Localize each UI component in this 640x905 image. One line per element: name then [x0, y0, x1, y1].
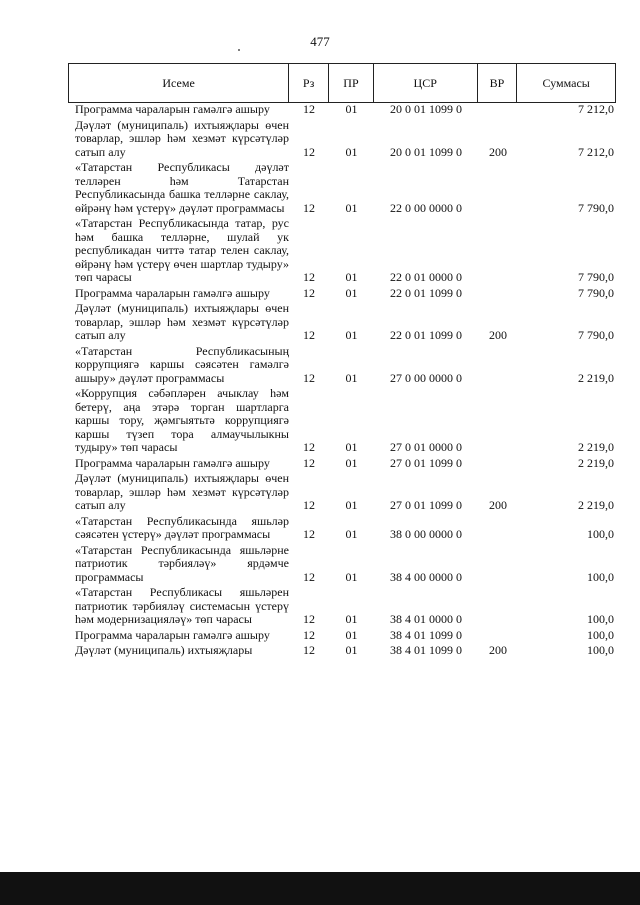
table-row	[68, 161, 616, 215]
header-name: Исеме	[69, 64, 289, 102]
cell-name: «Татарстан Республикасында яшьләрне патриотик тәрбияләү» ярдәмче программасы	[75, 542, 289, 584]
cell-sum: 7 790,0	[578, 270, 614, 284]
cell-name: «Татарстан Республикасы яшьләрен патриотик тәрбияләү системасын үстерү һәм модернизацияләү» төп чарасы	[75, 585, 289, 626]
page-number: 477	[310, 34, 330, 49]
cell-rz: 12	[303, 498, 315, 512]
cell-vr	[478, 629, 518, 643]
table-body	[68, 103, 616, 660]
cell-pr: 01	[345, 498, 358, 512]
cell-pr: 01	[345, 643, 358, 657]
cell-rz: 12	[303, 455, 315, 470]
scan-bottom-edge	[0, 872, 640, 905]
table-row	[68, 103, 616, 117]
cell-sum: 7 212,0	[578, 144, 614, 159]
cell-sum: 100,0	[587, 527, 614, 541]
cell-sum: 2 219,0	[578, 440, 614, 454]
table-row	[68, 586, 616, 627]
cell-sum: 7 790,0	[578, 328, 614, 342]
table-row	[68, 287, 616, 301]
cell-sum: 7 790,0	[578, 200, 614, 215]
cell-rz: 12	[303, 527, 315, 541]
cell-csr: 38 4 01 1099 0	[390, 627, 462, 642]
cell-pr: 01	[345, 370, 358, 385]
cell-csr: 22 0 01 1099 0	[390, 285, 462, 300]
cell-name: Программа чараларын гамәлгә ашыру	[75, 455, 270, 470]
cell-rz: 12	[303, 643, 315, 657]
cell-name: Программа чараларын гамәлгә ашыру	[75, 627, 270, 642]
cell-pr: 01	[345, 612, 358, 626]
cell-name: Дәүләт (муниципаль) ихтыяҗлары	[75, 643, 253, 657]
cell-rz: 12	[303, 370, 315, 385]
cell-csr: 27 0 01 0000 0	[390, 440, 462, 454]
cell-name: Дәүләт (муниципаль) ихтыяҗлары өчен товарлар, эшләр һәм хезмәт күрсәтүләр сатып алу	[75, 471, 289, 512]
cell-csr: 22 0 01 0000 0	[390, 270, 462, 284]
cell-pr: 01	[345, 102, 358, 116]
table-row	[68, 472, 616, 513]
cell-pr: 01	[345, 328, 358, 342]
cell-rz: 12	[303, 270, 315, 284]
cell-pr: 01	[345, 455, 358, 470]
cell-vr: 200	[489, 144, 507, 159]
cell-name: Программа чараларын гамәлгә ашыру	[75, 285, 270, 300]
cell-sum: 7 790,0	[578, 285, 614, 300]
cell-rz: 12	[303, 200, 315, 215]
table-row	[68, 302, 616, 343]
cell-vr	[478, 387, 518, 455]
table-row	[68, 644, 616, 658]
cell-pr: 01	[345, 440, 358, 454]
cell-rz: 12	[303, 102, 315, 116]
scan-speck	[238, 49, 240, 51]
cell-csr: 38 0 00 0000 0	[390, 527, 462, 541]
cell-rz: 12	[303, 328, 315, 342]
cell-sum: 2 219,0	[578, 370, 614, 385]
cell-vr	[478, 544, 518, 585]
header-sum: Суммасы	[542, 75, 590, 90]
table-row	[68, 119, 616, 160]
cell-vr	[478, 103, 518, 117]
cell-pr: 01	[345, 144, 358, 159]
cell-vr: 200	[489, 643, 507, 657]
cell-rz: 12	[303, 627, 315, 642]
cell-vr	[478, 345, 518, 386]
cell-sum: 2 219,0	[578, 455, 614, 470]
cell-sum: 100,0	[587, 612, 614, 626]
cell-csr: 20 0 01 1099 0	[390, 102, 462, 116]
cell-vr	[478, 457, 518, 471]
cell-pr: 01	[345, 285, 358, 300]
cell-csr: 38 4 01 0000 0	[390, 612, 462, 626]
cell-csr: 27 0 01 1099 0	[390, 455, 462, 470]
cell-vr	[478, 217, 518, 285]
cell-vr: 200	[489, 328, 507, 342]
cell-pr: 01	[345, 569, 358, 584]
table-row	[68, 515, 616, 542]
cell-csr: 38 4 00 0000 0	[390, 569, 462, 584]
cell-name: Программа чараларын гамәлгә ашыру	[75, 102, 270, 116]
cell-name: «Татарстан Республикасында яшьләр сәясәтен үстерү» дәүләт программасы	[75, 513, 289, 541]
header-csr: ЦСР	[374, 64, 478, 102]
table-header	[68, 63, 616, 103]
cell-pr: 01	[345, 627, 358, 642]
cell-sum: 100,0	[587, 569, 614, 584]
cell-sum: 2 219,0	[578, 498, 614, 512]
cell-pr: 01	[345, 527, 358, 541]
header-vr: ВР	[478, 64, 518, 102]
cell-csr: 27 0 01 1099 0	[390, 498, 462, 512]
table-row	[68, 387, 616, 455]
cell-name: «Коррупция сәбәпләрен ачыклау һәм бетерү, аңа этәрә торган шартларга каршы тору, җәмгыятьтә коррупциягә каршы түзеп тора алмаучылыкны тудыру» төп чарасы	[75, 386, 289, 454]
table-row	[68, 345, 616, 386]
cell-csr: 20 0 01 1099 0	[390, 144, 462, 159]
cell-csr: 27 0 00 0000 0	[390, 370, 462, 385]
cell-vr	[478, 161, 518, 215]
table-row	[68, 544, 616, 585]
cell-rz: 12	[303, 612, 315, 626]
table-row	[68, 217, 616, 285]
cell-csr: 38 4 01 1099 0	[390, 643, 462, 657]
cell-name: Дәүләт (муниципаль) ихтыяҗлары өчен товарлар, эшләр һәм хезмәт күрсәтүләр сатып алу	[75, 117, 289, 159]
cell-vr	[478, 586, 518, 627]
cell-pr: 01	[345, 200, 358, 215]
cell-sum: 7 212,0	[578, 102, 614, 116]
cell-rz: 12	[303, 569, 315, 584]
cell-name: Дәүләт (муниципаль) ихтыяҗлары өчен товарлар, эшләр һәм хезмәт күрсәтүләр сатып алу	[75, 301, 289, 342]
cell-vr	[478, 515, 518, 542]
cell-name: «Татарстан Республикасының коррупциягә каршы сәясәтен гамәлгә ашыру» дәүләт программасы	[75, 343, 289, 385]
cell-rz: 12	[303, 440, 315, 454]
cell-pr: 01	[345, 270, 358, 284]
header-pr: ПР	[329, 64, 374, 102]
cell-name: «Татарстан Республикасында татар, рус һәм башка телләрне, шулай ук республикадан читтә татар телен саклау, өйрәнү һәм үстерү өчен шартлар тудыру» төп чарасы	[75, 216, 289, 284]
cell-rz: 12	[303, 285, 315, 300]
cell-sum: 100,0	[587, 643, 614, 657]
cell-vr	[478, 287, 518, 301]
cell-csr: 22 0 01 1099 0	[390, 328, 462, 342]
cell-csr: 22 0 00 0000 0	[390, 200, 462, 215]
cell-rz: 12	[303, 144, 315, 159]
table-row	[68, 457, 616, 471]
cell-name: «Татарстан Республикасы дәүләт телләрен һәм Татарстан Республикасында башка телләрне саклау, өйрәнү һәм үстерү» дәүләт программасы	[75, 160, 289, 215]
header-rz: Рз	[289, 64, 329, 102]
cell-sum: 100,0	[587, 627, 614, 642]
table-row	[68, 629, 616, 643]
cell-vr: 200	[489, 498, 507, 512]
